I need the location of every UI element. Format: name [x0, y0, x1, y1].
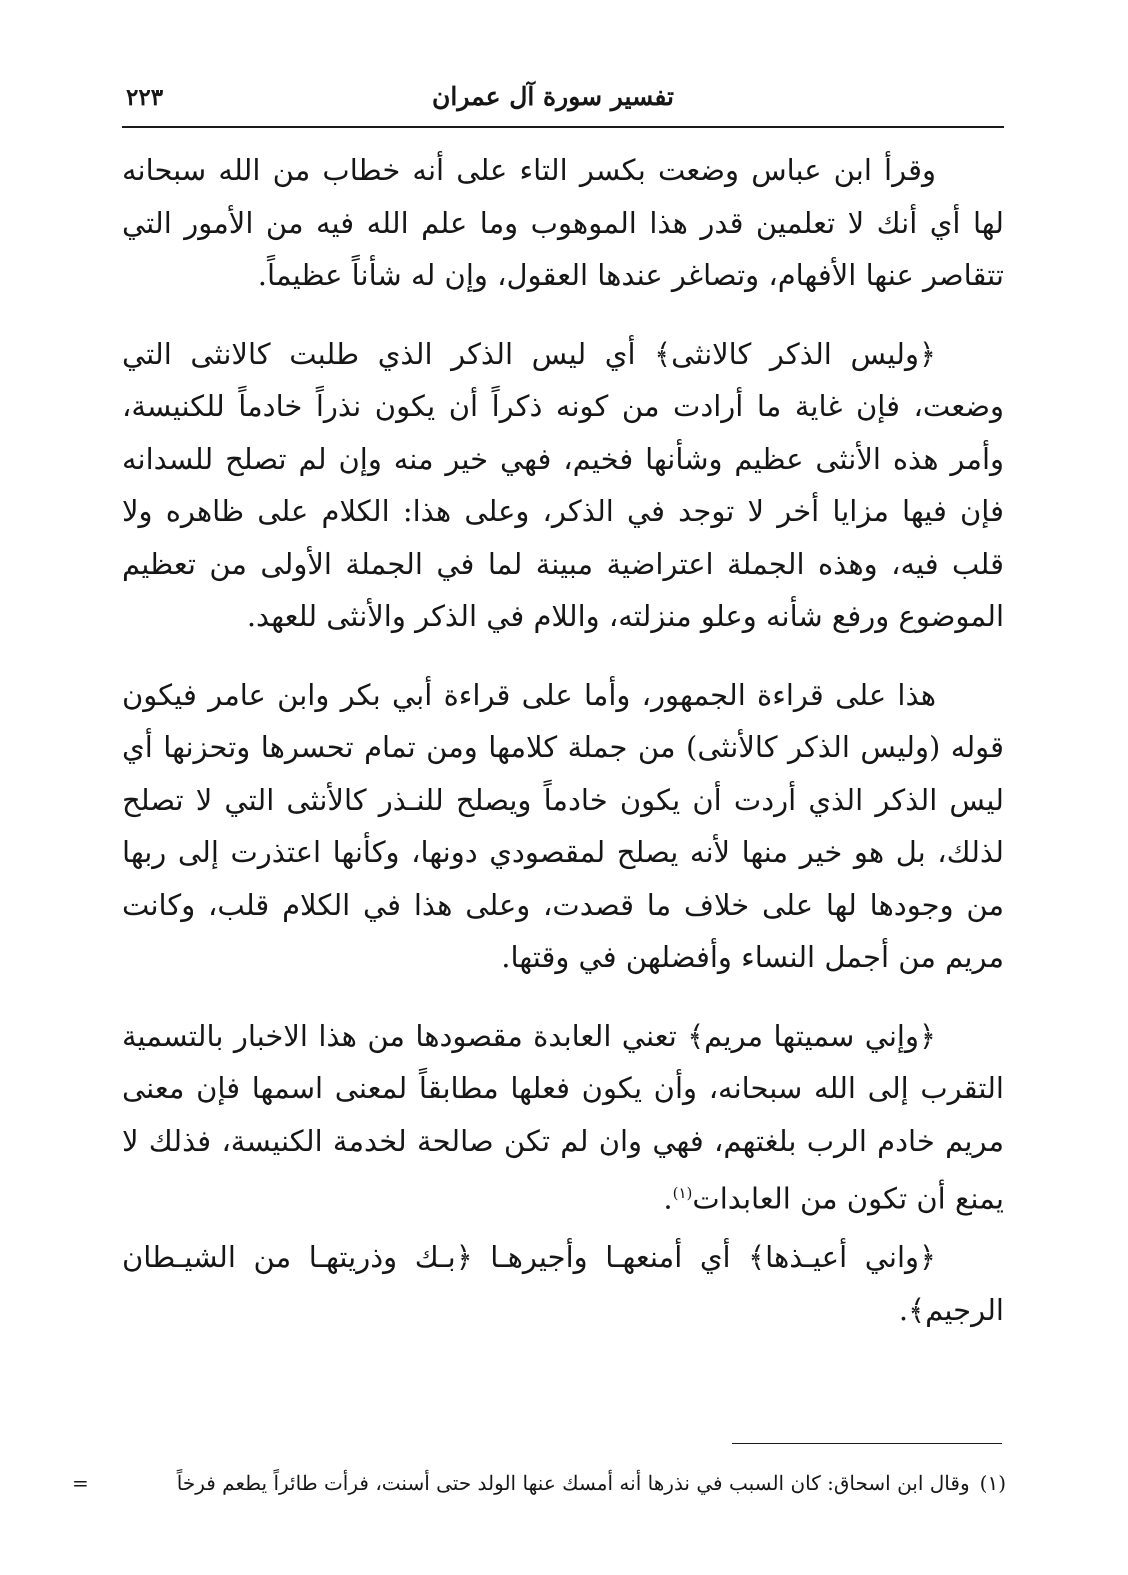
paragraph-4-text: ﴿وإني سميتها مريم﴾ تعني العابدة مقصودها من هذا الاخبار بالتسمية التقرب إلى الله سبحانه، وأن يكون فعلها مطابقاً لمعنى اسمها فإن معنى مريم خادم الرب بلغتهم، فهي وان لم تكن صالحة لخدمة الكنيسة، فذلك لا يمنع أن تكون من العابدات: [122, 1018, 1004, 1216]
paragraph-1: وقرأ ابن عباس وضعت بكسر التاء على أنه خطاب من الله سبحانه لها أي أنك لا تعلمين قدر هذا الموهوب وما علم الله فيه من الأمور التي تتقاصر عنها الأفهام، وتصاغر عندها العقول، وإن له شأناً عظيماً.: [122, 153, 1004, 292]
paragraph-5: ﴿واني أعيـذها﴾ أي أمنعهـا وأجيرهـا ﴿بـك وذريتهـا من الشيـطان الرجيم﴾.: [122, 1240, 1004, 1327]
page-header: [122, 70, 1004, 128]
paragraph-4: ﴿وإني سميتها مريم﴾ تعني العابدة مقصودها من هذا الاخبار بالتسمية التقرب إلى الله سبحانه، وأن يكون فعلها مطابقاً لمعنى اسمها فإن معنى مريم خادم الرب بلغتهم، فهي وان لم تكن صالحة لخدمة الكنيسة، فذلك لا يمنع أن تكون من العابدات$^{(١)}$.: [122, 1018, 1004, 1216]
footnote-divider: [732, 1443, 1002, 1444]
footnote-continuation-mark: =: [72, 1471, 89, 1495]
page-number: ٢٢٣: [126, 84, 164, 111]
footnote-marker: (١): [979, 1471, 1006, 1495]
footnote-reference: (١): [672, 1184, 693, 1202]
paragraph-3: هذا على قراءة الجمهور، وأما على قراءة أبي بكر وابن عامر فيكون قوله (وليس الذكر كالأنثى) من جملة كلامها ومن تمام تحسرها وتحزنها أي ليس الذكر الذي أردت أن يكون خادماً ويصلح للنـذر كالأنثى التي لا تصلح لذلك، بل هو خير منها لأنه يصلح لمقصودي دونها، وكأنها اعتذرت إلى ربها من وجودها لها على خلاف ما قصدت، وعلى هذا في الكلام قلب، وكانت مريم من أجمل النساء وأفضلهن في وقتها.: [122, 677, 1004, 974]
main-text: [122, 144, 1004, 1336]
footnote: [72, 1468, 1006, 1498]
running-title: تفسير سورة آل عمران: [432, 82, 674, 111]
paragraph-2: ﴿وليس الذكر كالانثى﴾ أي ليس الذكر الذي طلبت كالانثى التي وضعت، فإن غاية ما أرادت من كونه ذكراً أن يكون نذراً خادماً للكنيسة، وأمر هذه الأنثى عظيم وشأنها فخيم، فهي خير منه وإن لم تصلح للسدانه فإن فيها مزايا أخر لا توجد في الذكر، وعلى هذا: الكلام على ظاهره ولا قلب فيه، وهذه الجملة اعتراضية مبينة لما في الجملة الأولى من تعظيم الموضوع ورفع شأنه وعلو منزلته، واللام في الذكر والأنثى للعهد.: [122, 336, 1004, 633]
footnote-text: وقال ابن اسحاق: كان السبب في نذرها أنه أمسك عنها الولد حتى أسنت، فرأت طائراً يطعم فرخاً: [176, 1471, 970, 1495]
